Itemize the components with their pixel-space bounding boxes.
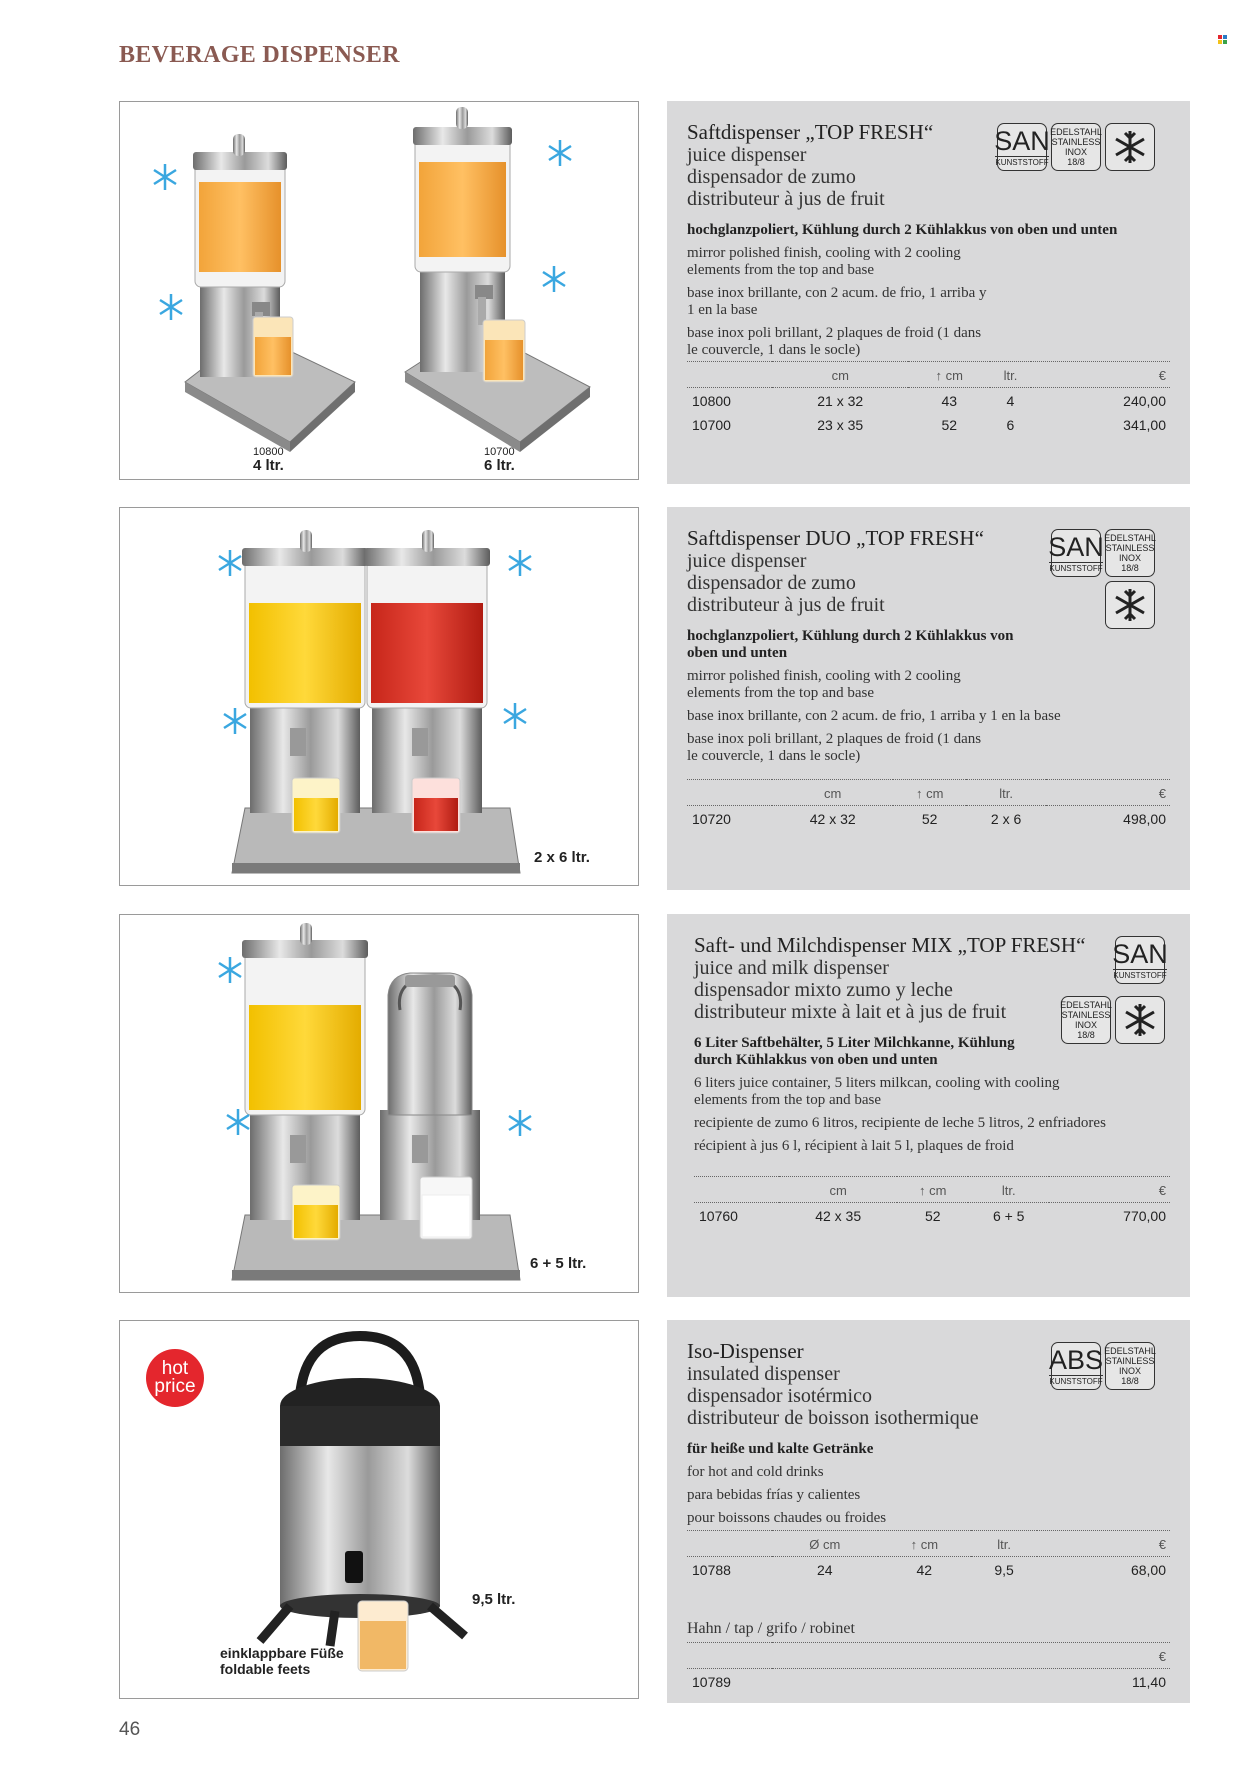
tap-label: Hahn / tap / grifo / robinet <box>687 1620 855 1637</box>
material-abs-icon: ABS KUNSTSTOFF <box>1051 1342 1101 1390</box>
feet-caption-en: foldable feets <box>220 1661 311 1677</box>
description-en: 6 liters juice container, 5 liters milkcan, cooling with cooling elements from the top and base <box>694 1075 1060 1108</box>
image-caption-size: 2 x 6 ltr. <box>534 849 590 866</box>
header-size: cm <box>772 780 893 806</box>
cooling-snowflake-icon <box>1105 123 1155 171</box>
product-image-duo <box>119 507 639 886</box>
dispenser-6l-illustration <box>405 107 590 452</box>
description-es: para bebidas frías y calientes <box>687 1487 861 1503</box>
header-height: ↑ cm <box>908 362 990 388</box>
description-es: recipiente de zumo 6 litros, recipiente de leche 5 litros, 2 enfriadores <box>694 1115 1106 1131</box>
product-name-en: juice and milk dispenser <box>694 957 889 979</box>
product-name-fr: distributeur de boisson isothermique <box>687 1407 979 1429</box>
product-name-fr: distributeur à jus de fruit <box>687 188 885 210</box>
description-fr: base inox poli brillant, 2 plaques de froid (1 dans le couvercle, 1 dans le socle) <box>687 731 982 764</box>
header-price: € <box>1031 362 1170 388</box>
header-litre: ltr. <box>968 1177 1049 1203</box>
header-price: € <box>1049 1177 1170 1203</box>
product-title: Iso-Dispenser <box>687 1339 804 1363</box>
product-name-en: insulated dispenser <box>687 1363 840 1385</box>
description-en: for hot and cold drinks <box>687 1464 824 1480</box>
product-name-fr: distributeur mixte à lait et à jus de fruit <box>694 1001 1007 1023</box>
stainless-steel-icon: EDELSTAHL STAINLESS INOX 18/8 <box>1061 996 1111 1044</box>
header-diameter: Ø cm <box>772 1531 878 1557</box>
product-title: Saft- und Milchdispenser MIX „TOP FRESH“ <box>694 933 1086 957</box>
badge-group <box>1048 529 1156 577</box>
description-es: base inox brillante, con 2 acum. de frio, 1 arriba y 1 en la base <box>687 285 987 318</box>
description-fr: base inox poli brillant, 2 plaques de froid (1 dans le couvercle, 1 dans le socle) <box>687 325 982 358</box>
description-fr: pour boissons chaudes ou froides <box>687 1510 887 1526</box>
header-height: ↑ cm <box>878 1531 971 1557</box>
image-caption-size: 4 ltr. <box>253 457 284 474</box>
cooling-snowflake-icon <box>1115 996 1165 1044</box>
header-litre: ltr. <box>990 362 1031 388</box>
description-en: mirror polished finish, cooling with 2 cooling elements from the top and base <box>687 668 961 701</box>
page-title: BEVERAGE DISPENSER <box>119 42 400 68</box>
header-litre: ltr. <box>966 780 1046 806</box>
badge-group <box>1048 1342 1156 1390</box>
product-title: Saftdispenser DUO „TOP FRESH“ <box>687 526 984 550</box>
price-table <box>687 361 1170 436</box>
product-name-es: dispensador de zumo <box>687 572 856 594</box>
cooling-snowflake-icon <box>1105 581 1155 629</box>
material-san-icon: SAN KUNSTSTOFF <box>1051 529 1101 577</box>
product-image-top-fresh <box>119 101 639 480</box>
price-table <box>687 1530 1170 1581</box>
product-info-top-fresh <box>667 101 1190 484</box>
image-caption-size: 9,5 ltr. <box>472 1591 516 1608</box>
header-price: € <box>772 1643 1170 1669</box>
image-caption-code: 10700 <box>484 446 515 458</box>
product-info-duo <box>667 507 1190 890</box>
tap-price-table <box>687 1642 1170 1693</box>
header-height: ↑ cm <box>897 1177 968 1203</box>
table-row: 10760 42 x 35 52 6 + 5 770,00 <box>699 1208 1166 1224</box>
stainless-steel-icon: EDELSTAHL STAINLESS INOX 18/8 <box>1051 123 1101 171</box>
header-price: € <box>1046 780 1170 806</box>
stainless-steel-icon: EDELSTAHL STAINLESS INOX 18/8 <box>1105 1342 1155 1390</box>
product-title: Saftdispenser „TOP FRESH“ <box>687 120 934 144</box>
description-de: hochglanzpoliert, Kühlung durch 2 Kühlakkus von oben und unten <box>687 628 1014 661</box>
description-en: mirror polished finish, cooling with 2 cooling elements from the top and base <box>687 245 961 278</box>
table-row: 10788 24 42 9,5 68,00 <box>692 1562 1166 1578</box>
image-caption-size: 6 + 5 ltr. <box>530 1255 587 1272</box>
product-name-en: juice dispenser <box>687 550 807 572</box>
feet-caption-de: einklappbare Füße <box>220 1645 344 1661</box>
material-san-icon: SAN KUNSTSTOFF <box>1115 936 1165 984</box>
product-image-iso <box>119 1320 639 1699</box>
table-row: 10800 21 x 32 43 4 240,00 <box>692 393 1166 409</box>
image-caption-size: 6 ltr. <box>484 457 515 474</box>
price-table <box>694 1176 1170 1227</box>
description-de: hochglanzpoliert, Kühlung durch 2 Kühlakkus von oben und unten <box>687 222 1118 238</box>
description-de: für heiße und kalte Getränke <box>687 1441 874 1457</box>
table-row: 10700 23 x 35 52 6 341,00 <box>692 417 1166 433</box>
product-name-es: dispensador isotérmico <box>687 1385 872 1407</box>
table-row: 10720 42 x 32 52 2 x 6 498,00 <box>692 811 1166 827</box>
page-number: 46 <box>119 1719 141 1740</box>
product-info-iso <box>667 1320 1190 1703</box>
table-row: 10789 11,40 <box>692 1674 1166 1690</box>
product-name-es: dispensador mixto zumo y leche <box>694 979 953 1001</box>
product-image-mix <box>119 914 639 1293</box>
product-name-en: juice dispenser <box>687 144 807 166</box>
header-size: cm <box>772 362 908 388</box>
product-name-fr: distributeur à jus de fruit <box>687 594 885 616</box>
material-san-icon: SAN KUNSTSTOFF <box>997 123 1047 171</box>
badge-group <box>1112 936 1168 984</box>
header-litre: ltr. <box>971 1531 1037 1557</box>
description-es: base inox brillante, con 2 acum. de frio, 1 arriba y 1 en la base <box>687 708 1061 724</box>
header-price: € <box>1037 1531 1170 1557</box>
color-mark-icon <box>1218 35 1228 45</box>
header-height: ↑ cm <box>893 780 966 806</box>
header-size: cm <box>779 1177 897 1203</box>
price-table <box>687 779 1170 830</box>
dispenser-4l-illustration <box>185 134 355 452</box>
hot-price-badge: hot price <box>146 1349 204 1407</box>
description-fr: récipient à jus 6 l, récipient à lait 5 l, plaques de froid <box>694 1138 1014 1154</box>
badge-group <box>994 123 1155 171</box>
product-info-mix <box>667 914 1190 1297</box>
image-caption-code: 10800 <box>253 446 284 458</box>
stainless-steel-icon: EDELSTAHL STAINLESS INOX 18/8 <box>1105 529 1155 577</box>
description-de: 6 Liter Saftbehälter, 5 Liter Milchkanne, Kühlung durch Kühlakkus von oben und unten <box>694 1035 1015 1068</box>
product-name-es: dispensador de zumo <box>687 166 856 188</box>
